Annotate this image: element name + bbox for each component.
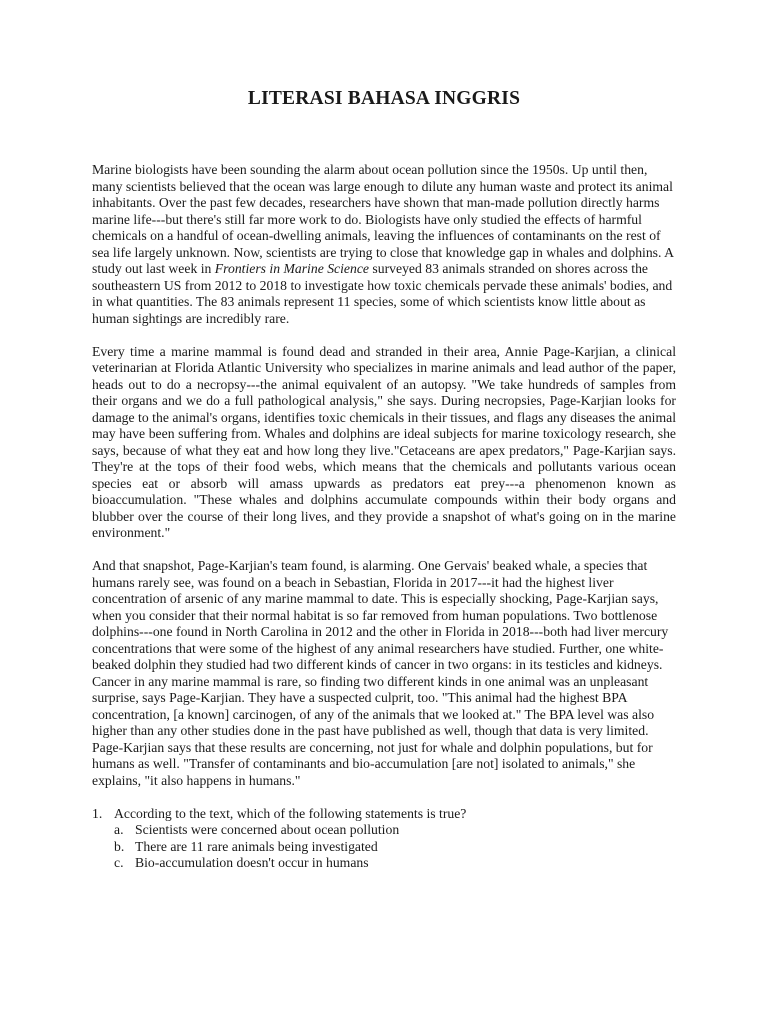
answer-option-b <box>92 839 676 856</box>
paragraph-1 <box>92 162 676 327</box>
option-letter: a. <box>114 822 124 837</box>
answer-options <box>92 822 676 872</box>
question-text: According to the text, which of the following statements is true? <box>114 805 467 821</box>
question-item <box>92 806 676 872</box>
option-text: Bio-accumulation doesn't occur in humans <box>135 855 369 870</box>
document-title: LITERASI BAHASA INGGRIS <box>247 88 521 109</box>
answer-option-c <box>92 855 676 872</box>
option-letter: b. <box>114 838 125 854</box>
article-body <box>92 162 676 872</box>
option-letter: c. <box>114 855 124 870</box>
paragraph-1-text-start: Marine biologists have been sounding the alarm about ocean pollution since the 1950s. Up until then, many scientists believed that the ocean was large enough to dilute any human waste and protect its animal inhabitants. Over the past few decades, researchers have shown that man-made pollution directly harms marine life---but there's still far more work to do. Biologists have only studied the effects of harmful chemicals on a handful of ocean-dwelling animals, leaving the influences of contaminants on the rest of sea life largely unknown. Now, scientists are trying to close that knowledge gap in whales and dolphins. A study out last week in <box>92 162 674 276</box>
answer-option-a <box>92 822 676 839</box>
journal-name: Frontiers in Marine Science <box>214 261 369 276</box>
paragraph-1-text-end: surveyed 83 animals stranded on shores across the southeastern US from 2012 to 2018 to investigate how toxic chemicals pervade these animals' bodies, and in what quantities. The 83 animals represent 11 species, some of which scientists know little about as human sightings are incredibly rare. <box>92 261 673 326</box>
paragraph-3: And that snapshot, Page-Karjian's team found, is alarming. One Gervais' beaked whale, a species that humans rarely see, was found on a beach in Sebastian, Florida in 2017---it had the highest liver concentration of arsenic of any marine mammal to date. This is especially shocking, Page-Karjian says, when you consider that their normal habitat is so far removed from human populations. Two bottlenose dolphins---one found in North Carolina in 2012 and the other in Florida in 2018---both had liver mercury concentrations that were some of the highest of any animal researchers have studied. Further, one white-beaked dolphin they studied had two different kinds of cancer in two organs: in its testicles and kidneys. Cancer in any marine mammal is rare, so finding two different kinds in one animal was an unpleasant surprise, says Page-Karjian. They have a suspected culprit, too. "This animal had the highest BPA concentration, [a known] carcinogen, of any of the animals that we looked at." The BPA level was also higher than any other studies done in the past have published as well, though that data is very limited. Page-Karjian says that these results are concerning, not just for whale and dolphin populations, but for humans as well. "Transfer of contaminants and bio-accumulation [are not] isolated to animals," she explains, "it also happens in humans." <box>92 558 669 788</box>
question-1 <box>92 806 676 823</box>
option-text: Scientists were concerned about ocean pollution <box>135 822 400 837</box>
paragraph-2: Every time a marine mammal is found dead and stranded in their area, Annie Page-Karjian, a clinical veterinarian at Florida Atlantic University who specializes in marine animals and lead author of the paper, heads out to do a necropsy---the animal equivalent of an autopsy. "We take hundreds of samples from their organs and we do a full pathological analysis," she says. During necropsies, Page-Karjian looks for damage to the animal's organs, identifies toxic chemicals in their tissues, and flags any diseases the animal may have been suffering from. Whales and dolphins are ideal subjects for marine toxicology research, she says, because of what they eat and how long they live."Cetaceans are apex predators," Page-Karjian says. They're at the tops of their food webs, which means that the chemicals and pollutants various ocean species eat or absorb will amass upwards as predators eat prey---a phenomenon known as bioaccumulation. "These whales and dolphins accumulate compounds within their body organs and blubber over the course of their long lives, and they provide a snapshot of what's going on in the marine environment." <box>92 343 676 540</box>
question-number: 1. <box>92 805 103 821</box>
question-list <box>92 806 676 872</box>
option-text: There are 11 rare animals being investigated <box>135 838 378 854</box>
